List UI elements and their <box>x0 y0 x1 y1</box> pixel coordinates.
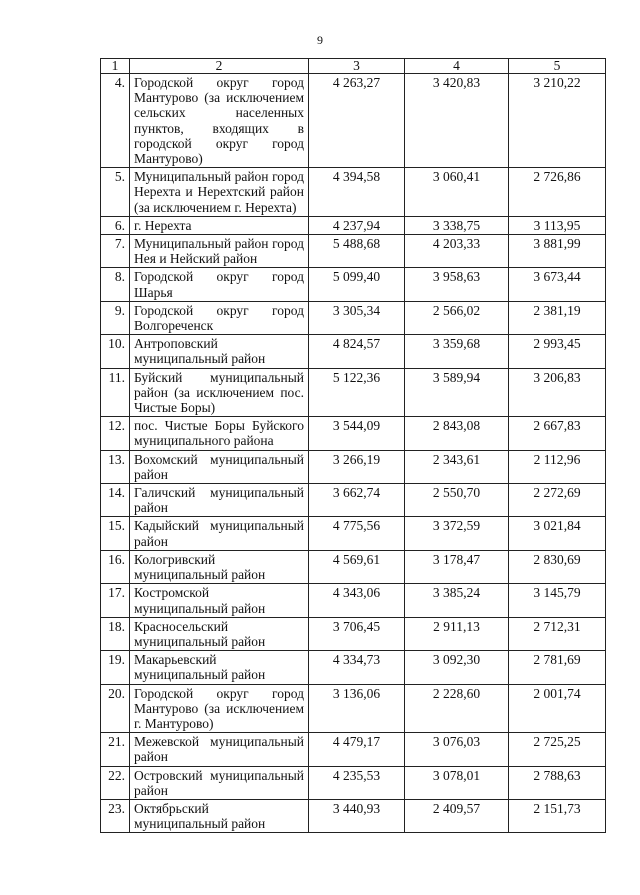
row-number-cell: 19. <box>101 651 130 684</box>
territory-name-cell: Антроповский муниципальный район <box>130 335 309 368</box>
value-cell-col4: 3 589,94 <box>405 368 509 417</box>
table-row <box>101 450 606 483</box>
table-row <box>101 684 606 733</box>
value-cell-col5: 2 381,19 <box>509 301 606 334</box>
row-number-cell: 17. <box>101 584 130 617</box>
territory-name-cell: Вохомский муниципальный район <box>130 450 309 483</box>
table-row <box>101 766 606 799</box>
value-cell-col4: 2 843,08 <box>405 417 509 450</box>
column-header-2: 2 <box>130 59 309 74</box>
value-cell-col3: 4 237,94 <box>309 216 405 234</box>
territory-name-cell: пос. Чистые Боры Буйского муниципального района <box>130 417 309 450</box>
table-row <box>101 335 606 368</box>
table-row <box>101 235 606 268</box>
value-cell-col3: 3 544,09 <box>309 417 405 450</box>
value-cell-col5: 2 272,69 <box>509 484 606 517</box>
value-cell-col5: 2 993,45 <box>509 335 606 368</box>
value-cell-col4: 2 911,13 <box>405 617 509 650</box>
value-cell-col3: 4 334,73 <box>309 651 405 684</box>
value-cell-col3: 4 235,53 <box>309 766 405 799</box>
table-row <box>101 268 606 301</box>
value-cell-col5: 3 145,79 <box>509 584 606 617</box>
value-cell-col5: 2 781,69 <box>509 651 606 684</box>
territory-name-cell: Кадыйский муниципальный район <box>130 517 309 550</box>
row-number-cell: 9. <box>101 301 130 334</box>
territory-name-cell: Островский муниципальный район <box>130 766 309 799</box>
value-cell-col3: 4 343,06 <box>309 584 405 617</box>
territory-name-cell: Муниципальный район город Нея и Нейский район <box>130 235 309 268</box>
territory-name-cell: Городской округ город Волгореченск <box>130 301 309 334</box>
table-header-row <box>101 59 606 74</box>
value-cell-col4: 3 372,59 <box>405 517 509 550</box>
value-cell-col3: 4 775,56 <box>309 517 405 550</box>
value-cell-col4: 3 092,30 <box>405 651 509 684</box>
value-cell-col5: 3 206,83 <box>509 368 606 417</box>
table-row <box>101 733 606 766</box>
value-cell-col4: 2 409,57 <box>405 799 509 832</box>
value-cell-col4: 3 178,47 <box>405 550 509 583</box>
territory-name-cell: Муниципальный район город Нерехта и Нерехтский район (за исключением г. Нерехта) <box>130 168 309 217</box>
value-cell-col4: 3 076,03 <box>405 733 509 766</box>
territory-name-cell: Городской округ город Мантурово (за исключением сельских населенных пунктов, входящих в городской округ город Мантурово) <box>130 74 309 168</box>
table-row <box>101 799 606 832</box>
territory-name-cell: Октябрьский муниципальный район <box>130 799 309 832</box>
value-cell-col4: 2 228,60 <box>405 684 509 733</box>
table-row <box>101 651 606 684</box>
value-cell-col5: 3 673,44 <box>509 268 606 301</box>
table-row <box>101 74 606 168</box>
value-cell-col4: 3 338,75 <box>405 216 509 234</box>
value-cell-col4: 4 203,33 <box>405 235 509 268</box>
territory-name-cell: Макарьевский муниципальный район <box>130 651 309 684</box>
value-cell-col3: 3 305,34 <box>309 301 405 334</box>
value-cell-col3: 3 440,93 <box>309 799 405 832</box>
value-cell-col4: 3 385,24 <box>405 584 509 617</box>
row-number-cell: 10. <box>101 335 130 368</box>
value-cell-col5: 2 726,86 <box>509 168 606 217</box>
value-cell-col3: 4 569,61 <box>309 550 405 583</box>
value-cell-col5: 2 830,69 <box>509 550 606 583</box>
value-cell-col5: 3 881,99 <box>509 235 606 268</box>
territory-name-cell: Галичский муниципальный район <box>130 484 309 517</box>
row-number-cell: 21. <box>101 733 130 766</box>
column-header-3: 3 <box>309 59 405 74</box>
value-cell-col3: 5 122,36 <box>309 368 405 417</box>
table-row <box>101 517 606 550</box>
row-number-cell: 15. <box>101 517 130 550</box>
value-cell-col5: 2 712,31 <box>509 617 606 650</box>
value-cell-col3: 3 662,74 <box>309 484 405 517</box>
value-cell-col3: 3 266,19 <box>309 450 405 483</box>
territory-name-cell: Городской округ город Мантурово (за исключением г. Мантурово) <box>130 684 309 733</box>
territory-name-cell: Межевской муниципальный район <box>130 733 309 766</box>
table-row <box>101 168 606 217</box>
value-cell-col5: 2 788,63 <box>509 766 606 799</box>
column-header-1: 1 <box>101 59 130 74</box>
value-cell-col3: 5 099,40 <box>309 268 405 301</box>
row-number-cell: 6. <box>101 216 130 234</box>
table-row <box>101 368 606 417</box>
value-cell-col5: 3 113,95 <box>509 216 606 234</box>
table-row <box>101 216 606 234</box>
value-cell-col3: 4 394,58 <box>309 168 405 217</box>
value-cell-col5: 2 112,96 <box>509 450 606 483</box>
value-cell-col5: 3 210,22 <box>509 74 606 168</box>
value-cell-col5: 2 001,74 <box>509 684 606 733</box>
row-number-cell: 23. <box>101 799 130 832</box>
territory-name-cell: Красносельский муниципальный район <box>130 617 309 650</box>
table-row <box>101 417 606 450</box>
value-cell-col4: 2 343,61 <box>405 450 509 483</box>
value-cell-col3: 4 479,17 <box>309 733 405 766</box>
table-row <box>101 301 606 334</box>
value-cell-col5: 3 021,84 <box>509 517 606 550</box>
row-number-cell: 20. <box>101 684 130 733</box>
data-table <box>100 58 606 833</box>
table-body <box>101 59 606 833</box>
column-header-4: 4 <box>405 59 509 74</box>
row-number-cell: 4. <box>101 74 130 168</box>
value-cell-col3: 4 263,27 <box>309 74 405 168</box>
value-cell-col4: 3 958,63 <box>405 268 509 301</box>
value-cell-col5: 2 667,83 <box>509 417 606 450</box>
page-number: 9 <box>317 33 323 47</box>
value-cell-col3: 3 706,45 <box>309 617 405 650</box>
territory-name-cell: Буйский муниципальный район (за исключением пос. Чистые Боры) <box>130 368 309 417</box>
value-cell-col4: 2 566,02 <box>405 301 509 334</box>
territory-name-cell: Костромской муниципальный район <box>130 584 309 617</box>
value-cell-col4: 2 550,70 <box>405 484 509 517</box>
value-cell-col3: 5 488,68 <box>309 235 405 268</box>
table-row <box>101 550 606 583</box>
territory-name-cell: Кологривский муниципальный район <box>130 550 309 583</box>
value-cell-col3: 3 136,06 <box>309 684 405 733</box>
territory-name-cell: г. Нерехта <box>130 216 309 234</box>
value-cell-col4: 3 420,83 <box>405 74 509 168</box>
table-row <box>101 484 606 517</box>
row-number-cell: 16. <box>101 550 130 583</box>
value-cell-col3: 4 824,57 <box>309 335 405 368</box>
row-number-cell: 22. <box>101 766 130 799</box>
row-number-cell: 13. <box>101 450 130 483</box>
column-header-5: 5 <box>509 59 606 74</box>
value-cell-col4: 3 359,68 <box>405 335 509 368</box>
table-row <box>101 584 606 617</box>
table-row <box>101 617 606 650</box>
row-number-cell: 11. <box>101 368 130 417</box>
value-cell-col4: 3 078,01 <box>405 766 509 799</box>
row-number-cell: 18. <box>101 617 130 650</box>
value-cell-col4: 3 060,41 <box>405 168 509 217</box>
row-number-cell: 7. <box>101 235 130 268</box>
row-number-cell: 14. <box>101 484 130 517</box>
row-number-cell: 8. <box>101 268 130 301</box>
territory-name-cell: Городской округ город Шарья <box>130 268 309 301</box>
value-cell-col5: 2 151,73 <box>509 799 606 832</box>
row-number-cell: 12. <box>101 417 130 450</box>
value-cell-col5: 2 725,25 <box>509 733 606 766</box>
row-number-cell: 5. <box>101 168 130 217</box>
